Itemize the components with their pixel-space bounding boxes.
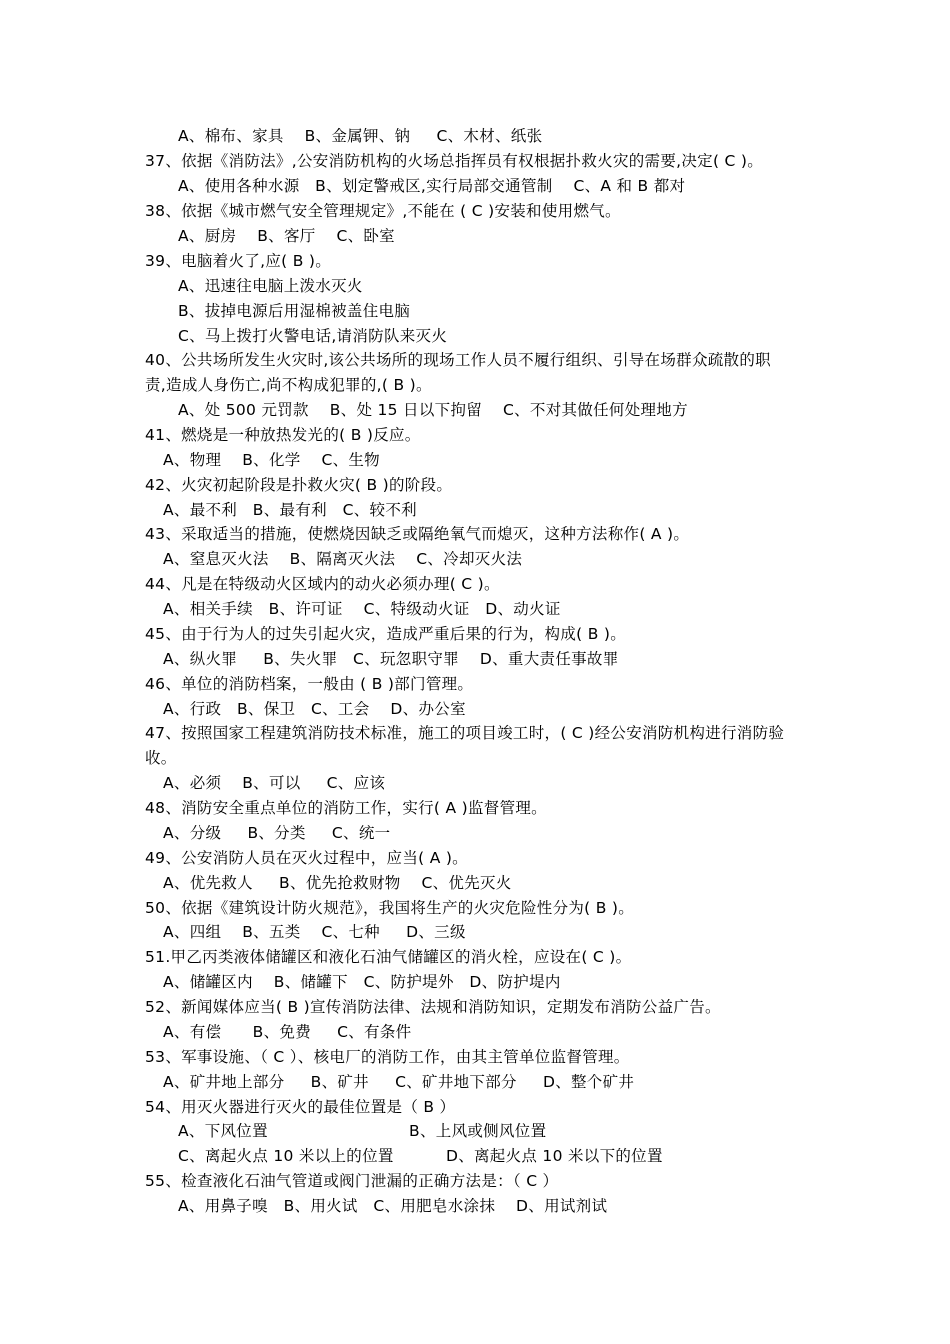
question-50: 50、依据《建筑设计防火规范》，我国将生产的火灾危险性分为( B )。	[145, 899, 635, 917]
question-48: 48、消防安全重点单位的消防工作，实行( A )监督管理。	[145, 799, 547, 817]
answer-options-52: A、有偿 B、免费 C、有条件	[163, 1023, 412, 1041]
question-52: 52、新闻媒体应当( B )宣传消防法律、法规和消防知识，定期发布消防公益广告。	[145, 998, 721, 1016]
answer-options-51: A、储罐区内 B、储罐下 C、防护堤外 D、防护堤内	[163, 973, 561, 991]
question-44: 44、凡是在特级动火区域内的动火必须办理( C )。	[145, 575, 500, 593]
answer-option-39a: A、迅速往电脑上泼水灭火	[178, 277, 363, 295]
answer-option-39b: B、拔掉电源后用湿棉被盖住电脑	[178, 302, 411, 320]
answer-options-49: A、优先救人 B、优先抢救财物 C、优先灭火	[163, 874, 512, 892]
question-47-continued: 收。	[145, 749, 177, 767]
question-39: 39、电脑着火了,应( B )。	[145, 252, 332, 270]
question-49: 49、公安消防人员在灭火过程中，应当( A )。	[145, 849, 468, 867]
question-54: 54、用灭火器进行灭火的最佳位置是（ B ）	[145, 1098, 456, 1116]
answer-options-47: A、必须 B、可以 C、应该	[163, 774, 386, 792]
answer-options-36: A、棉布、家具 B、金属钾、钠 C、木材、纸张	[178, 127, 543, 145]
question-45: 45、由于行为人的过失引起火灾，造成严重后果的行为，构成( B )。	[145, 625, 627, 643]
question-55: 55、检查液化石油气管道或阀门泄漏的正确方法是：（ C ）	[145, 1172, 559, 1190]
answer-options-54-ab: A、下风位置 B、上风或侧风位置	[178, 1122, 547, 1140]
answer-options-38: A、厨房 B、客厅 C、卧室	[178, 227, 395, 245]
question-38: 38、依据《城市燃气安全管理规定》,不能在 ( C )安装和使用燃气。	[145, 202, 621, 220]
question-41: 41、燃烧是一种放热发光的( B )反应。	[145, 426, 421, 444]
answer-options-42: A、最不利 B、最有利 C、较不利	[163, 501, 417, 519]
answer-options-37: A、使用各种水源 B、划定警戒区,实行局部交通管制 C、A 和 B 都对	[178, 177, 686, 195]
answer-options-44: A、相关手续 B、许可证 C、特级动火证 D、动火证	[163, 600, 561, 618]
answer-options-43: A、窒息灭火法 B、隔离灭火法 C、冷却灭火法	[163, 550, 523, 568]
question-46: 46、单位的消防档案，一般由 ( B )部门管理。	[145, 675, 474, 693]
question-37: 37、依据《消防法》,公安消防机构的火场总指挥员有权根据扑救火灾的需要,决定( C )。	[145, 152, 764, 170]
question-47: 47、按照国家工程建筑消防技术标准，施工的项目竣工时，( C )经公安消防机构进行消防验	[145, 724, 785, 742]
answer-options-50: A、四组 B、五类 C、七种 D、三级	[163, 923, 466, 941]
answer-options-53: A、矿井地上部分 B、矿井 C、矿井地下部分 D、整个矿井	[163, 1073, 635, 1091]
question-53: 53、军事设施、（ C ）、核电厂的消防工作，由其主管单位监督管理。	[145, 1048, 630, 1066]
answer-options-48: A、分级 B、分类 C、统一	[163, 824, 391, 842]
answer-options-54-cd: C、离起火点 10 米以上的位置 D、离起火点 10 米以下的位置	[178, 1147, 663, 1165]
question-40: 40、公共场所发生火灾时,该公共场所的现场工作人员不履行组织、引导在场群众疏散的职	[145, 351, 771, 369]
question-43: 43、采取适当的措施，使燃烧因缺乏或隔绝氧气而熄灭，这种方法称作( A )。	[145, 525, 690, 543]
answer-options-41: A、物理 B、化学 C、生物	[163, 451, 380, 469]
answer-options-46: A、行政 B、保卫 C、工会 D、办公室	[163, 700, 466, 718]
answer-options-45: A、纵火罪 B、失火罪 C、玩忽职守罪 D、重大责任事故罪	[163, 650, 619, 668]
answer-options-40: A、处 500 元罚款 B、处 15 日以下拘留 C、不对其做任何处理地方	[178, 401, 688, 419]
question-42: 42、火灾初起阶段是扑救火灾( B )的阶段。	[145, 476, 453, 494]
answer-options-55: A、用鼻子嗅 B、用火试 C、用肥皂水涂抹 D、用试剂试	[178, 1197, 608, 1215]
answer-option-39c: C、马上拨打火警电话,请消防队来灭火	[178, 327, 448, 345]
question-51: 51.甲乙丙类液体储罐区和液化石油气储罐区的消火栓，应设在( C )。	[145, 948, 632, 966]
question-40-continued: 责,造成人身伤亡,尚不构成犯罪的,( B )。	[145, 376, 432, 394]
